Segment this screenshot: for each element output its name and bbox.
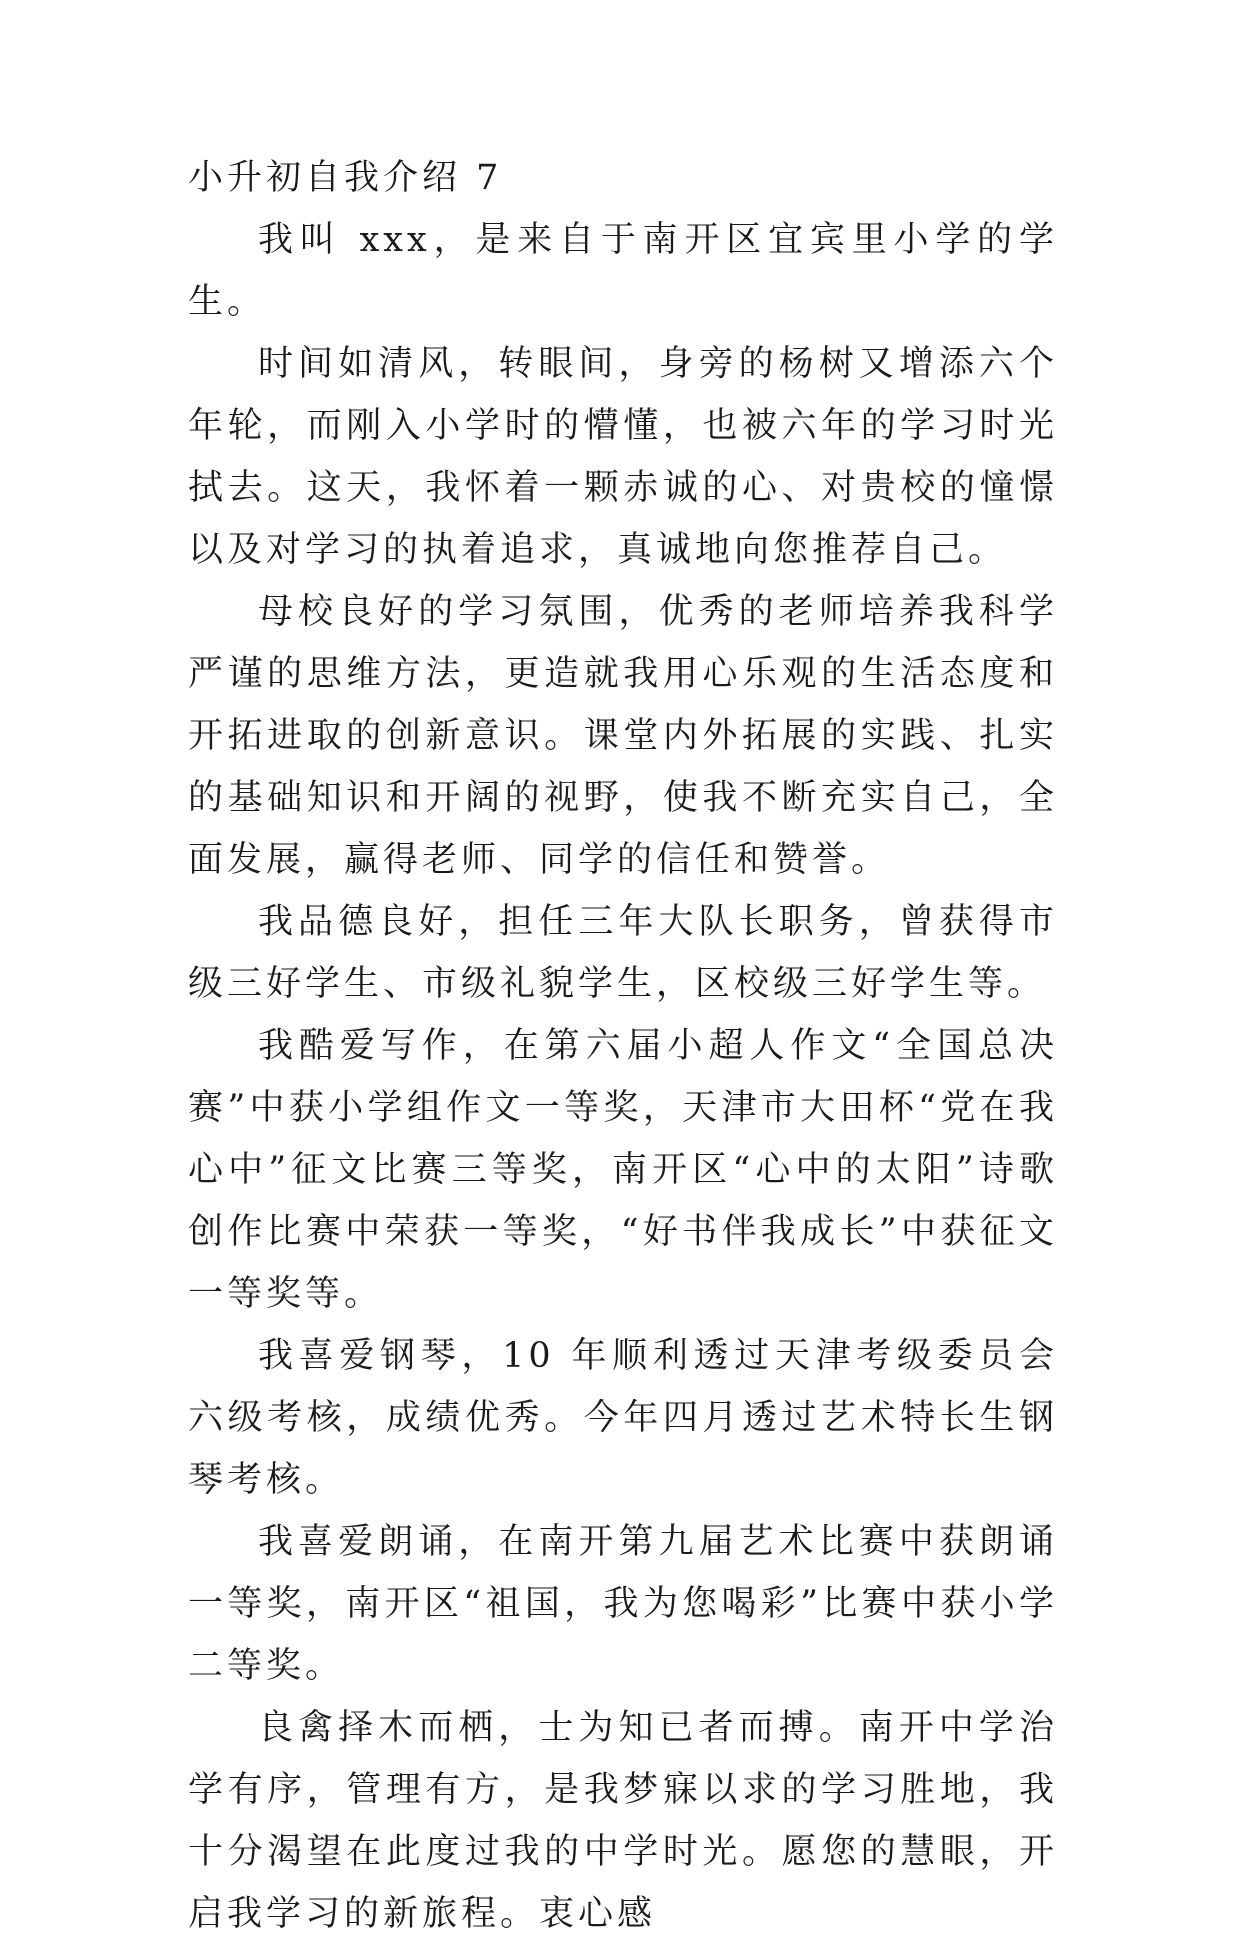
document-title: 小升初自我介绍 7 [188, 158, 503, 198]
paragraph-piano: 我喜爱钢琴，10 年顺利透过天津考级委员会六级考核，成绩优秀。今年四月透过艺术特长生钢琴考核。 [188, 1336, 1058, 1500]
document-body [188, 147, 1058, 1945]
paragraph-time: 时间如清风，转眼间，身旁的杨树又增添六个年轮，而刚入小学时的懵懂，也被六年的学习时光拭去。这天，我怀着一颗赤诚的心、对贵校的憧憬以及对学习的执着追求，真诚地向您推荐自己。 [188, 344, 1058, 570]
paragraph-school: 母校良好的学习氛围，优秀的老师培养我科学严谨的思维方法，更造就我用心乐观的生活态度和开拓进取的创新意识。课堂内外拓展的实践、扎实的基础知识和开阔的视野，使我不断充实自己，全面发展，赢得老师、同学的信任和赞誉。 [188, 592, 1058, 880]
paragraph-recitation: 我喜爱朗诵，在南开第九届艺术比赛中获朗诵一等奖，南开区“祖国，我为您喝彩”比赛中获小学二等奖。 [188, 1522, 1058, 1686]
paragraph-intro: 我叫 xxx，是来自于南开区宜宾里小学的学生。 [188, 220, 1058, 322]
paragraph-writing: 我酷爱写作，在第六届小超人作文“全国总决赛”中获小学组作文一等奖，天津市大田杯“党在我心中”征文比赛三等奖，南开区“心中的太阳”诗歌创作比赛中荣获一等奖，“好书伴我成长”中获征文一等奖等。 [188, 1026, 1058, 1314]
paragraph-closing: 良禽择木而栖，士为知已者而搏。南开中学治学有序，管理有方，是我梦寐以求的学习胜地，我十分渴望在此度过我的中学时光。愿您的慧眼，开启我学习的新旅程。衷心感 [188, 1708, 1058, 1934]
paragraph-character: 我品德良好，担任三年大队长职务，曾获得市级三好学生、市级礼貌学生，区校级三好学生等。 [188, 902, 1058, 1004]
